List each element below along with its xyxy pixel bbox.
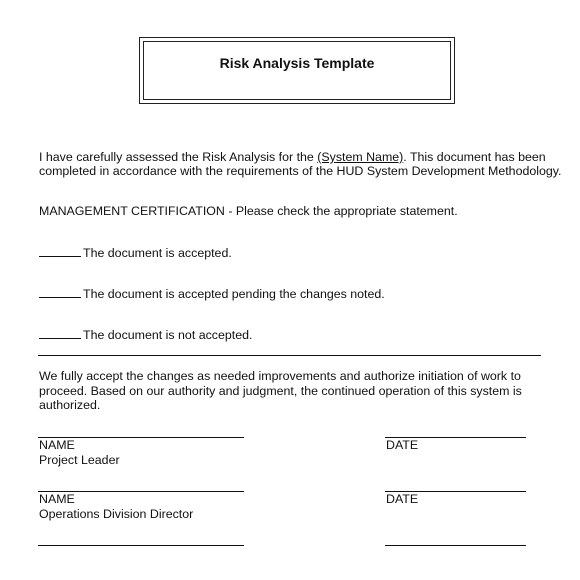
date-line-extra[interactable] bbox=[385, 545, 526, 546]
acceptance-line-2: proceed. Based on our authority and judgment, the continued operation of this system is bbox=[39, 384, 522, 398]
option-accepted bbox=[39, 245, 232, 261]
intro-text: I have carefully assessed the Risk Analysis for the bbox=[39, 150, 318, 164]
intro-line-2: completed in accordance with the requirements of the HUD System Development Methodology. bbox=[39, 164, 562, 178]
intro-text-after: . This document has been bbox=[403, 150, 546, 164]
option-label: The document is accepted. bbox=[83, 246, 232, 260]
checkbox-blank-pending[interactable] bbox=[39, 286, 81, 298]
acceptance-line-3: authorized. bbox=[39, 398, 101, 412]
name-label: NAME bbox=[39, 492, 75, 506]
option-accepted-pending bbox=[39, 286, 385, 302]
signature-line-extra[interactable] bbox=[38, 545, 244, 546]
role-operations-director: Operations Division Director bbox=[39, 507, 194, 521]
system-name-field[interactable]: (System Name) bbox=[317, 150, 404, 164]
intro-line-1 bbox=[39, 150, 546, 165]
acceptance-line-1: We fully accept the changes as needed improvements and authorize initiation of work to bbox=[39, 369, 521, 383]
checkbox-blank-not-accepted[interactable] bbox=[39, 327, 81, 339]
date-label: DATE bbox=[386, 492, 419, 506]
role-project-leader: Project Leader bbox=[39, 453, 120, 467]
section-divider bbox=[38, 355, 541, 356]
option-not-accepted bbox=[39, 327, 252, 343]
document-title: Risk Analysis Template bbox=[219, 55, 375, 71]
date-label: DATE bbox=[386, 438, 419, 452]
title-box bbox=[139, 37, 455, 104]
management-certification: MANAGEMENT CERTIFICATION - Please check the appropriate statement. bbox=[39, 204, 458, 218]
option-label: The document is not accepted. bbox=[83, 328, 253, 342]
option-label: The document is accepted pending the changes noted. bbox=[83, 287, 385, 301]
checkbox-blank-accepted[interactable] bbox=[39, 245, 81, 257]
name-label: NAME bbox=[39, 438, 75, 452]
